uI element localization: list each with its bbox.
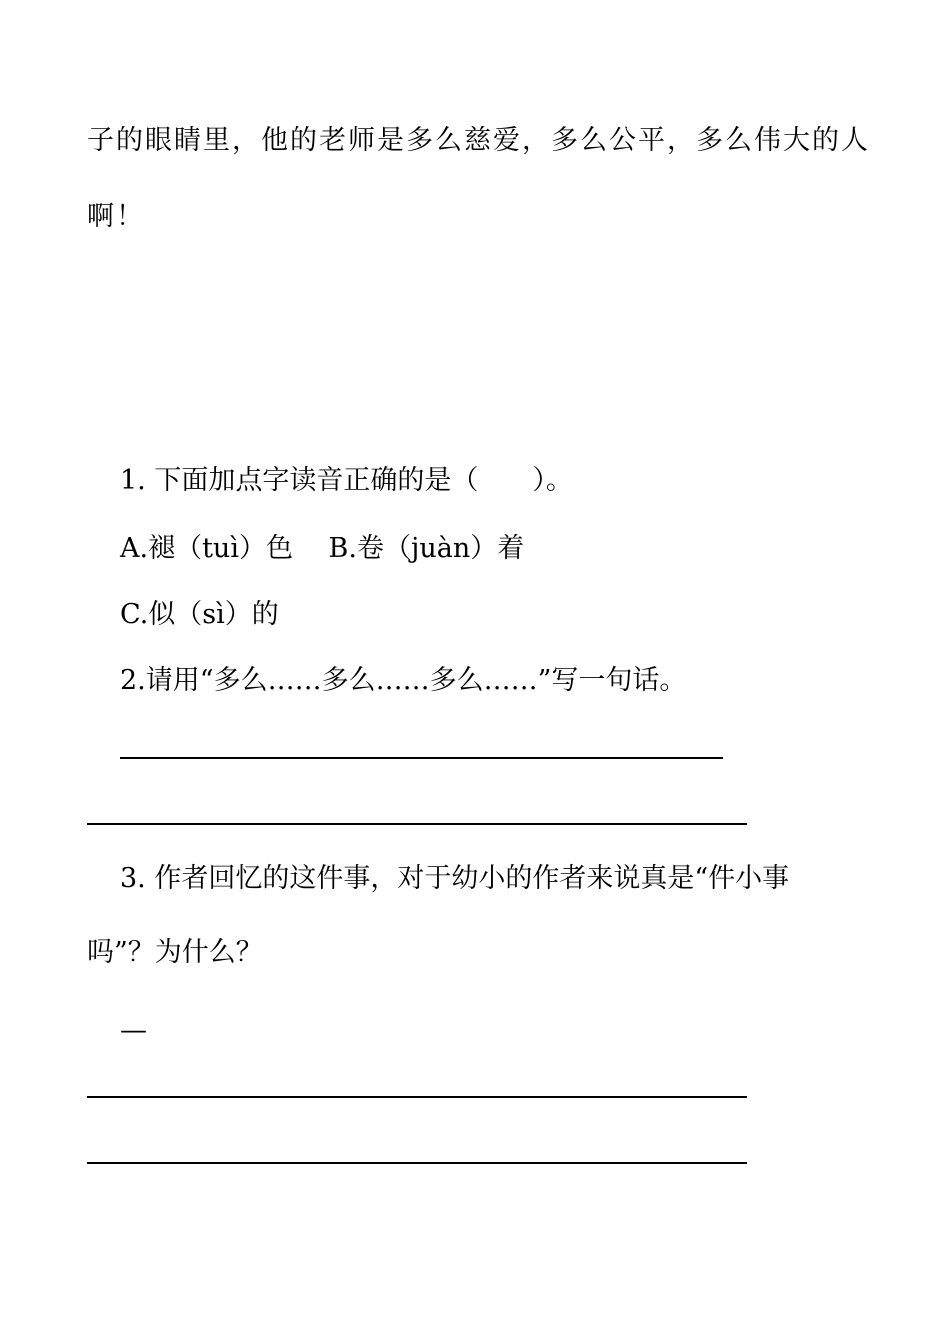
question-3-stem-line-1: 3. 作者回忆的这件事，对于幼小的作者来说真是“件小事 bbox=[120, 863, 790, 894]
question-1-options-row-2: C.似（sì）的 bbox=[120, 599, 279, 630]
passage-line-1: 子的眼睛里，他的老师是多么慈爱，多么公平，多么伟大的人 bbox=[87, 125, 870, 156]
answer-line-q3-2[interactable] bbox=[87, 1162, 747, 1164]
answer-line-q2-1[interactable] bbox=[120, 757, 723, 759]
question-1-options-row-1: A.褪（tuì）色 B.卷（juàn）着 bbox=[120, 533, 525, 564]
answer-line-q3-1[interactable] bbox=[87, 1096, 747, 1098]
answer-line-q2-2[interactable] bbox=[87, 823, 747, 825]
question-3-stem-line-2: 吗”？为什么？ bbox=[87, 937, 263, 968]
passage-line-2: 啊！ bbox=[87, 201, 145, 232]
question-1-stem: 1. 下面加点字读音正确的是（ ）。 bbox=[120, 465, 573, 496]
question-3-dash: — bbox=[120, 1015, 147, 1046]
question-2-stem: 2.请用“多么……多么……多么……”写一句话。 bbox=[120, 665, 687, 696]
